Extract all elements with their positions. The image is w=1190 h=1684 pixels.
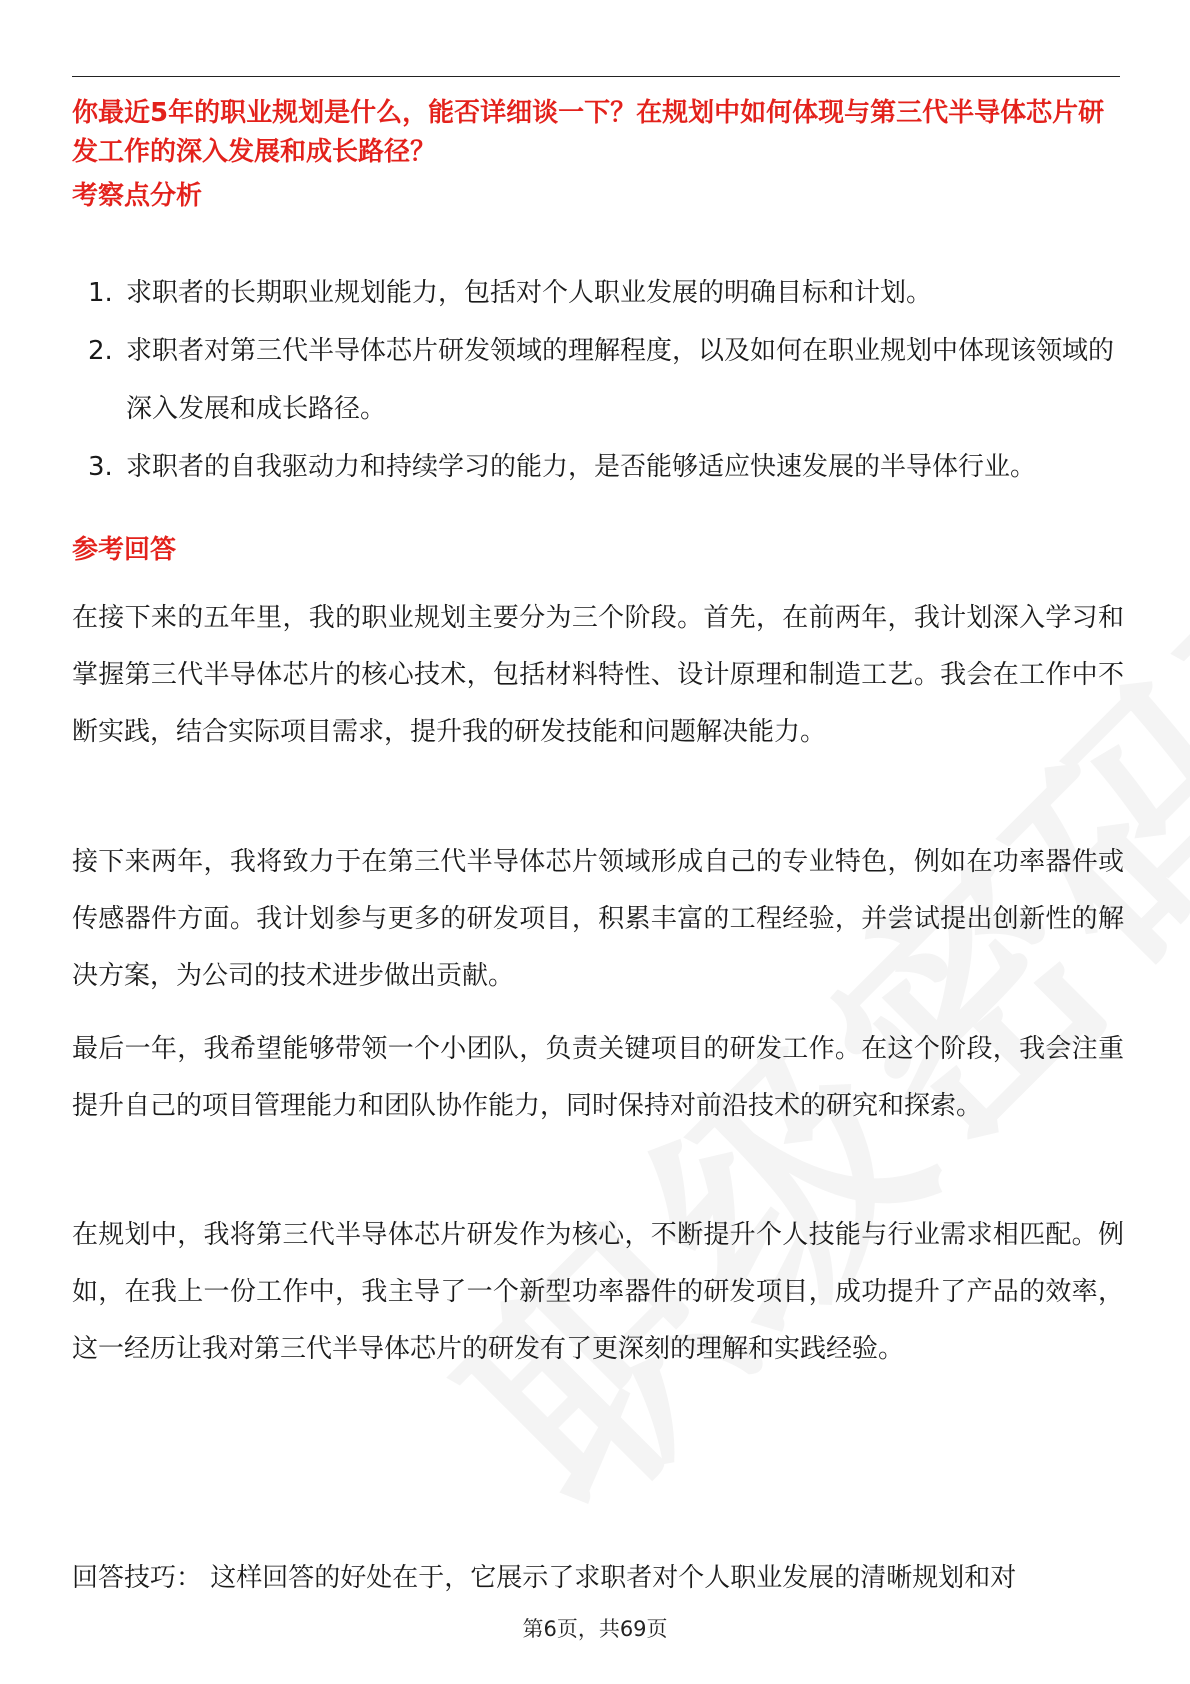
answer-heading: 参考回答 [72, 535, 177, 565]
list-number: 1. [88, 278, 113, 308]
list-number: 3. [88, 452, 113, 482]
top-divider [72, 76, 1120, 77]
interview-question: 你最近5年的职业规划是什么，能否详细谈一下？在规划中如何体现与第三代半导体芯片研发工作的深入发展和成长路径？ [72, 98, 1105, 167]
list-item [72, 264, 1122, 322]
analysis-list [72, 264, 1122, 496]
answer-tips: 回答技巧： 这样回答的好处在于，它展示了求职者对个人职业发展的清晰规划和对 [72, 1563, 1017, 1593]
list-item [72, 322, 1122, 438]
answer-paragraph: 最后一年，我希望能够带领一个小团队，负责关键项目的研发工作。在这个阶段，我会注重提升自己的项目管理能力和团队协作能力，同时保持对前沿技术的研究和探索。 [72, 1034, 1124, 1121]
page-footer: 第6页，共69页 [522, 1617, 668, 1641]
answer-paragraph: 在接下来的五年里，我的职业规划主要分为三个阶段。首先，在前两年，我计划深入学习和掌握第三代半导体芯片的核心技术，包括材料特性、设计原理和制造工艺。我会在工作中不断实践，结合实际项目需求，提升我的研发技能和问题解决能力。 [72, 603, 1124, 747]
list-number: 2. [88, 336, 113, 366]
analysis-heading: 考察点分析 [72, 181, 203, 211]
list-item-text: 求职者的长期职业规划能力，包括对个人职业发展的明确目标和计划。 [126, 278, 933, 308]
list-item-text: 求职者对第三代半导体芯片研发领域的理解程度，以及如何在职业规划中体现该领域的深入发展和成长路径。 [126, 336, 1115, 424]
answer-paragraph: 在规划中，我将第三代半导体芯片研发作为核心，不断提升个人技能与行业需求相匹配。例如，在我上一份工作中，我主导了一个新型功率器件的研发项目，成功提升了产品的效率，这一经历让我对第三代半导体芯片的研发有了更深刻的理解和实践经验。 [72, 1220, 1124, 1364]
list-item-text: 求职者的自我驱动力和持续学习的能力，是否能够适应快速发展的半导体行业。 [126, 452, 1037, 482]
list-item [72, 438, 1122, 496]
answer-paragraph: 接下来两年，我将致力于在第三代半导体芯片领域形成自己的专业特色，例如在功率器件或传感器件方面。我计划参与更多的研发项目，积累丰富的工程经验，并尝试提出创新性的解决方案，为公司的技术进步做出贡献。 [72, 847, 1124, 991]
